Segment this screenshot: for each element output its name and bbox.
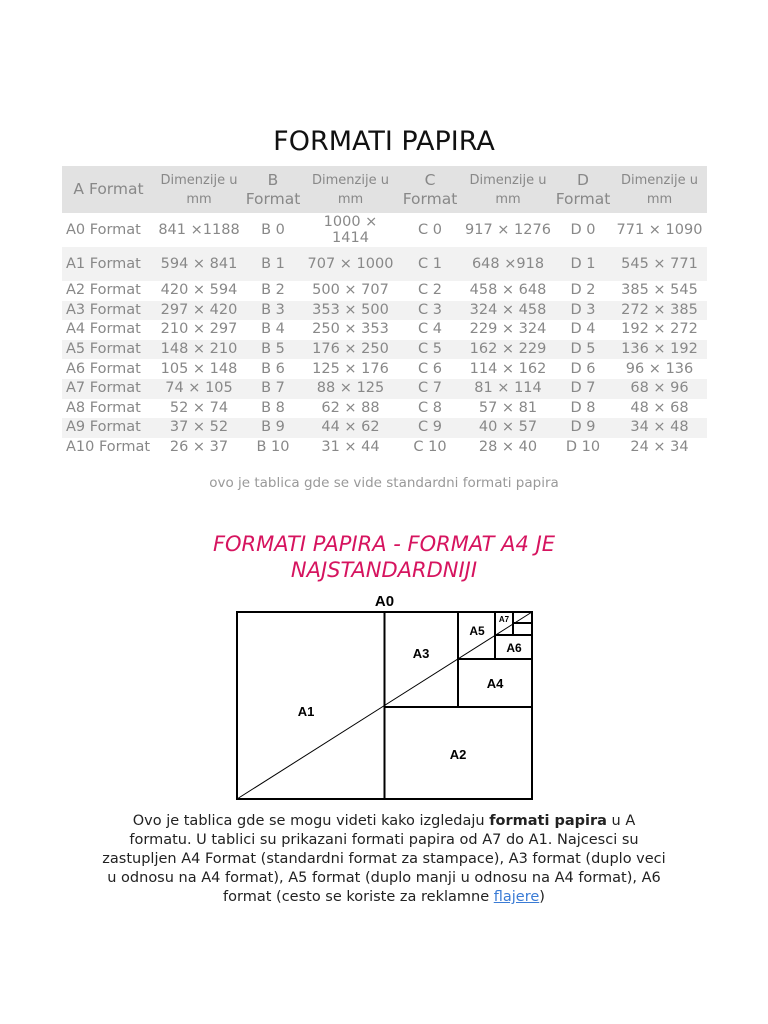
table-cell: 176 × 250 xyxy=(303,340,398,360)
table-cell: 1000 × 1414 xyxy=(323,214,378,246)
table-cell: 37 × 52 xyxy=(155,418,243,438)
table-cell: D 8 xyxy=(570,399,596,416)
paragraph-text-1: Ovo je tablica gde se mogu videti kako izgledaju xyxy=(132,813,490,829)
table-cell: 48 × 68 xyxy=(630,399,689,416)
table-cell: 57 × 81 xyxy=(478,399,538,416)
table-cell: C 8 xyxy=(418,399,442,416)
table-cell: 34 × 48 xyxy=(612,418,707,438)
table-cell: 136 × 192 xyxy=(612,340,707,360)
table-cell: C 0 xyxy=(418,222,442,238)
table-cell: 162 × 229 xyxy=(462,340,554,360)
table-cell: 74 × 105 xyxy=(155,379,243,399)
table-cell: 28 × 40 xyxy=(478,439,538,456)
table-cell: D 2 xyxy=(570,282,596,299)
table-cell: 707 × 1000 xyxy=(303,247,398,281)
header-dimensions-b: Dimenzije u mm xyxy=(303,166,398,213)
table-cell: 68 × 96 xyxy=(612,379,707,399)
table-cell: B 8 xyxy=(261,399,285,416)
table-cell: 105 × 148 xyxy=(160,360,238,377)
table-cell: A5 Format xyxy=(62,340,155,360)
label-a0: A0 xyxy=(374,593,395,610)
table-cell: D 7 xyxy=(554,379,612,399)
table-row xyxy=(62,320,707,340)
table-cell: C 9 xyxy=(398,418,462,438)
paper-sizes-diagram xyxy=(230,590,540,802)
table-cell: 420 × 594 xyxy=(160,282,238,299)
table-cell: 114 × 162 xyxy=(469,360,547,377)
table-cell: C 3 xyxy=(398,301,462,321)
table-cell: B 7 xyxy=(243,379,303,399)
table-cell: D 10 xyxy=(565,439,601,456)
table-cell: C 4 xyxy=(418,321,442,338)
label-a6: A6 xyxy=(506,641,522,655)
table-cell: A9 Format xyxy=(62,418,155,438)
table-cell: B 1 xyxy=(243,247,303,281)
table-cell: D 4 xyxy=(570,321,596,338)
table-cell: C 7 xyxy=(398,379,462,399)
table-cell: 31 × 44 xyxy=(321,439,380,456)
table-cell: 192 × 272 xyxy=(621,321,698,338)
table-row xyxy=(62,438,707,458)
table-cell: A1 Format xyxy=(62,247,155,281)
table-row xyxy=(62,247,707,281)
table-cell: 26 × 37 xyxy=(169,439,229,456)
table-cell: A4 Format xyxy=(66,321,141,338)
table-cell: A2 Format xyxy=(66,282,141,299)
table-header-row xyxy=(62,166,707,213)
table-cell: 458 × 648 xyxy=(469,282,547,299)
header-c-format: C Format xyxy=(398,166,462,213)
table-row xyxy=(62,379,707,399)
description-paragraph xyxy=(100,812,668,907)
table-row xyxy=(62,418,707,438)
table-cell: C 2 xyxy=(418,282,442,299)
label-a2: A2 xyxy=(449,747,467,762)
table-cell: 125 × 176 xyxy=(312,360,389,377)
table-cell: B 9 xyxy=(243,418,303,438)
table-cell: A0 Format xyxy=(66,222,141,238)
table-row xyxy=(62,301,707,321)
flajere-link[interactable]: flajere xyxy=(493,889,540,905)
table-cell: 81 × 114 xyxy=(462,379,554,399)
table-cell: D 3 xyxy=(554,301,612,321)
table-cell: 500 × 707 xyxy=(312,282,389,299)
table-cell: C 6 xyxy=(418,360,442,377)
table-cell: A3 Format xyxy=(62,301,155,321)
table-cell: B 4 xyxy=(261,321,285,338)
table-cell: C 5 xyxy=(398,340,462,360)
paper-formats-table xyxy=(62,166,707,457)
table-cell: 44 × 62 xyxy=(303,418,398,438)
header-b-format: B Format xyxy=(243,166,303,213)
table-cell: 841 ×1188 xyxy=(158,222,240,238)
label-a7: A7 xyxy=(498,615,510,624)
table-cell: C 1 xyxy=(398,247,462,281)
table-row xyxy=(62,340,707,360)
table-cell: A7 Format xyxy=(62,379,155,399)
table-cell: 88 × 125 xyxy=(303,379,398,399)
table-cell: A8 Format xyxy=(66,399,141,416)
table-cell: D 9 xyxy=(554,418,612,438)
paragraph-text-3: ) xyxy=(539,889,545,905)
table-cell: B 6 xyxy=(261,360,285,377)
table-row xyxy=(62,359,707,379)
table-cell: 771 × 1090 xyxy=(616,222,703,238)
table-cell: D 6 xyxy=(570,360,596,377)
table-cell: 148 × 210 xyxy=(155,340,243,360)
table-cell: B 10 xyxy=(256,439,290,456)
table-cell: D 1 xyxy=(554,247,612,281)
table-cell: 250 × 353 xyxy=(312,321,389,338)
label-a3: A3 xyxy=(412,646,430,661)
table-cell: B 0 xyxy=(261,222,285,238)
table-cell: 297 × 420 xyxy=(155,301,243,321)
table-cell: D 5 xyxy=(554,340,612,360)
table-cell: 353 × 500 xyxy=(303,301,398,321)
table-cell: 40 × 57 xyxy=(462,418,554,438)
table-cell: 385 × 545 xyxy=(621,282,698,299)
page-title: FORMATI PAPIRA xyxy=(273,126,495,157)
table-cell: 272 × 385 xyxy=(612,301,707,321)
table-cell: 324 × 458 xyxy=(462,301,554,321)
table-cell: D 0 xyxy=(570,222,596,238)
header-d-format: D Format xyxy=(554,166,612,213)
table-cell: 594 × 841 xyxy=(155,247,243,281)
table-cell: 96 × 136 xyxy=(625,360,694,377)
header-dimensions-d: Dimenzije u mm xyxy=(612,166,707,213)
table-cell: B 5 xyxy=(243,340,303,360)
table-cell: C 10 xyxy=(413,439,447,456)
table-row xyxy=(62,281,707,301)
label-a5: A5 xyxy=(469,624,485,638)
header-a-format: A Format xyxy=(62,166,155,213)
table-cell: 917 × 1276 xyxy=(465,222,551,238)
table-cell: A6 Format xyxy=(66,360,141,377)
table-cell: B 3 xyxy=(243,301,303,321)
table-cell: 648 ×918 xyxy=(462,247,554,281)
section-subtitle: FORMATI PAPIRA - FORMAT A4 JE NAJSTANDARDNIJI xyxy=(212,532,556,582)
table-caption: ovo je tablica gde se vide standardni formati papira xyxy=(209,475,559,491)
table-body xyxy=(62,213,707,457)
paragraph-bold-term: formati papira xyxy=(489,813,607,829)
label-a1: A1 xyxy=(297,704,315,719)
table-cell: 545 × 771 xyxy=(612,247,707,281)
table-cell: 52 × 74 xyxy=(169,399,229,416)
label-a4: A4 xyxy=(486,676,504,691)
table-cell: 62 × 88 xyxy=(321,399,380,416)
paragraph-text-2: u A formatu. U tablici su prikazani formati papira od A7 do A1. Najcesci su zastupljen A4 Format (standardni format za stampace), A3 format (duplo veci u odnosu na A4 format), A5 format (duplo manji u odnosu na A4 format), A6 format (cesto se koriste za reklamne xyxy=(102,813,666,905)
table-cell: 24 × 34 xyxy=(630,439,689,456)
table-cell: 229 × 324 xyxy=(469,321,547,338)
table-row xyxy=(62,399,707,419)
table-cell: B 2 xyxy=(261,282,285,299)
header-dimensions-a: Dimenzije u mm xyxy=(155,166,243,213)
table-cell: 210 × 297 xyxy=(160,321,238,338)
header-dimensions-c: Dimenzije u mm xyxy=(462,166,554,213)
table-cell: A10 Format xyxy=(66,439,151,456)
table-row xyxy=(62,213,707,247)
